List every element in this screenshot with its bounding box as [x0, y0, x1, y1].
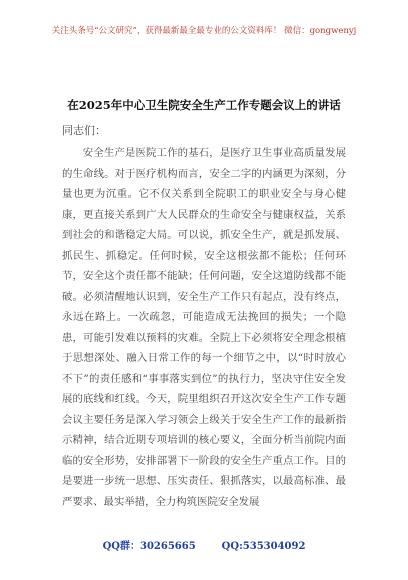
footer-qq-group: QQ群：30265665: [102, 541, 196, 552]
footer-qq-number: QQ:535304092: [221, 541, 306, 552]
header-promo-note: 关注头条号“公文研究”，获得最新最全最专业的公文资料库！ 微信：gongwenyj: [51, 26, 357, 36]
body-paragraph: 安全生产是医院工作的基石，是医疗卫生事业高质量发展的生命线。对于医疗机构而言，安全二字的内涵更为深刻，分量也更为沉重。它不仅关系到全院职工的职业安全与身心健康，更直接关系到广大人民群众的生命安全与健康权益，关系到社会的和谐稳定大局。可以说，抓安全生产，就是抓发展、抓民生、抓稳定。任何时候，安全这根弦都不能松；任何环节，安全这个责任都不能缺；任何问题，安全这道防线都不能破。必须清醒地认识到，安全生产工作只有起点，没有终点，永远在路上。一次疏忽，可能造成无法挽回的损失；一个隐患，可能引发难以预料的灾难。全院上下必须将安全理念根植于思想深处、融入日常工作的每一个细节之中，以“时时放心不下”的责任感和“事事落实到位”的执行力，坚决守住安全发展的底线和红线。今天，院里组织召开这次安全生产工作专题会议主要任务是深入学习领会上级关于安全生产工作的最新指示精神，结合近期专项培训的核心要义，全面分析当前院内面临的安全形势，安排部署下一阶段的安全生产重点工作。目的是要进一步统一思想、压实责任、狠抓落实，以最高标准、最严要求、最实举措，全力构筑医院安全发展: [62, 147, 346, 508]
footer-contact: [0, 537, 408, 552]
document-title: 在2025年中心卫生院安全生产工作专题会议上的讲话: [67, 98, 341, 112]
salutation: 同志们：: [62, 124, 106, 137]
